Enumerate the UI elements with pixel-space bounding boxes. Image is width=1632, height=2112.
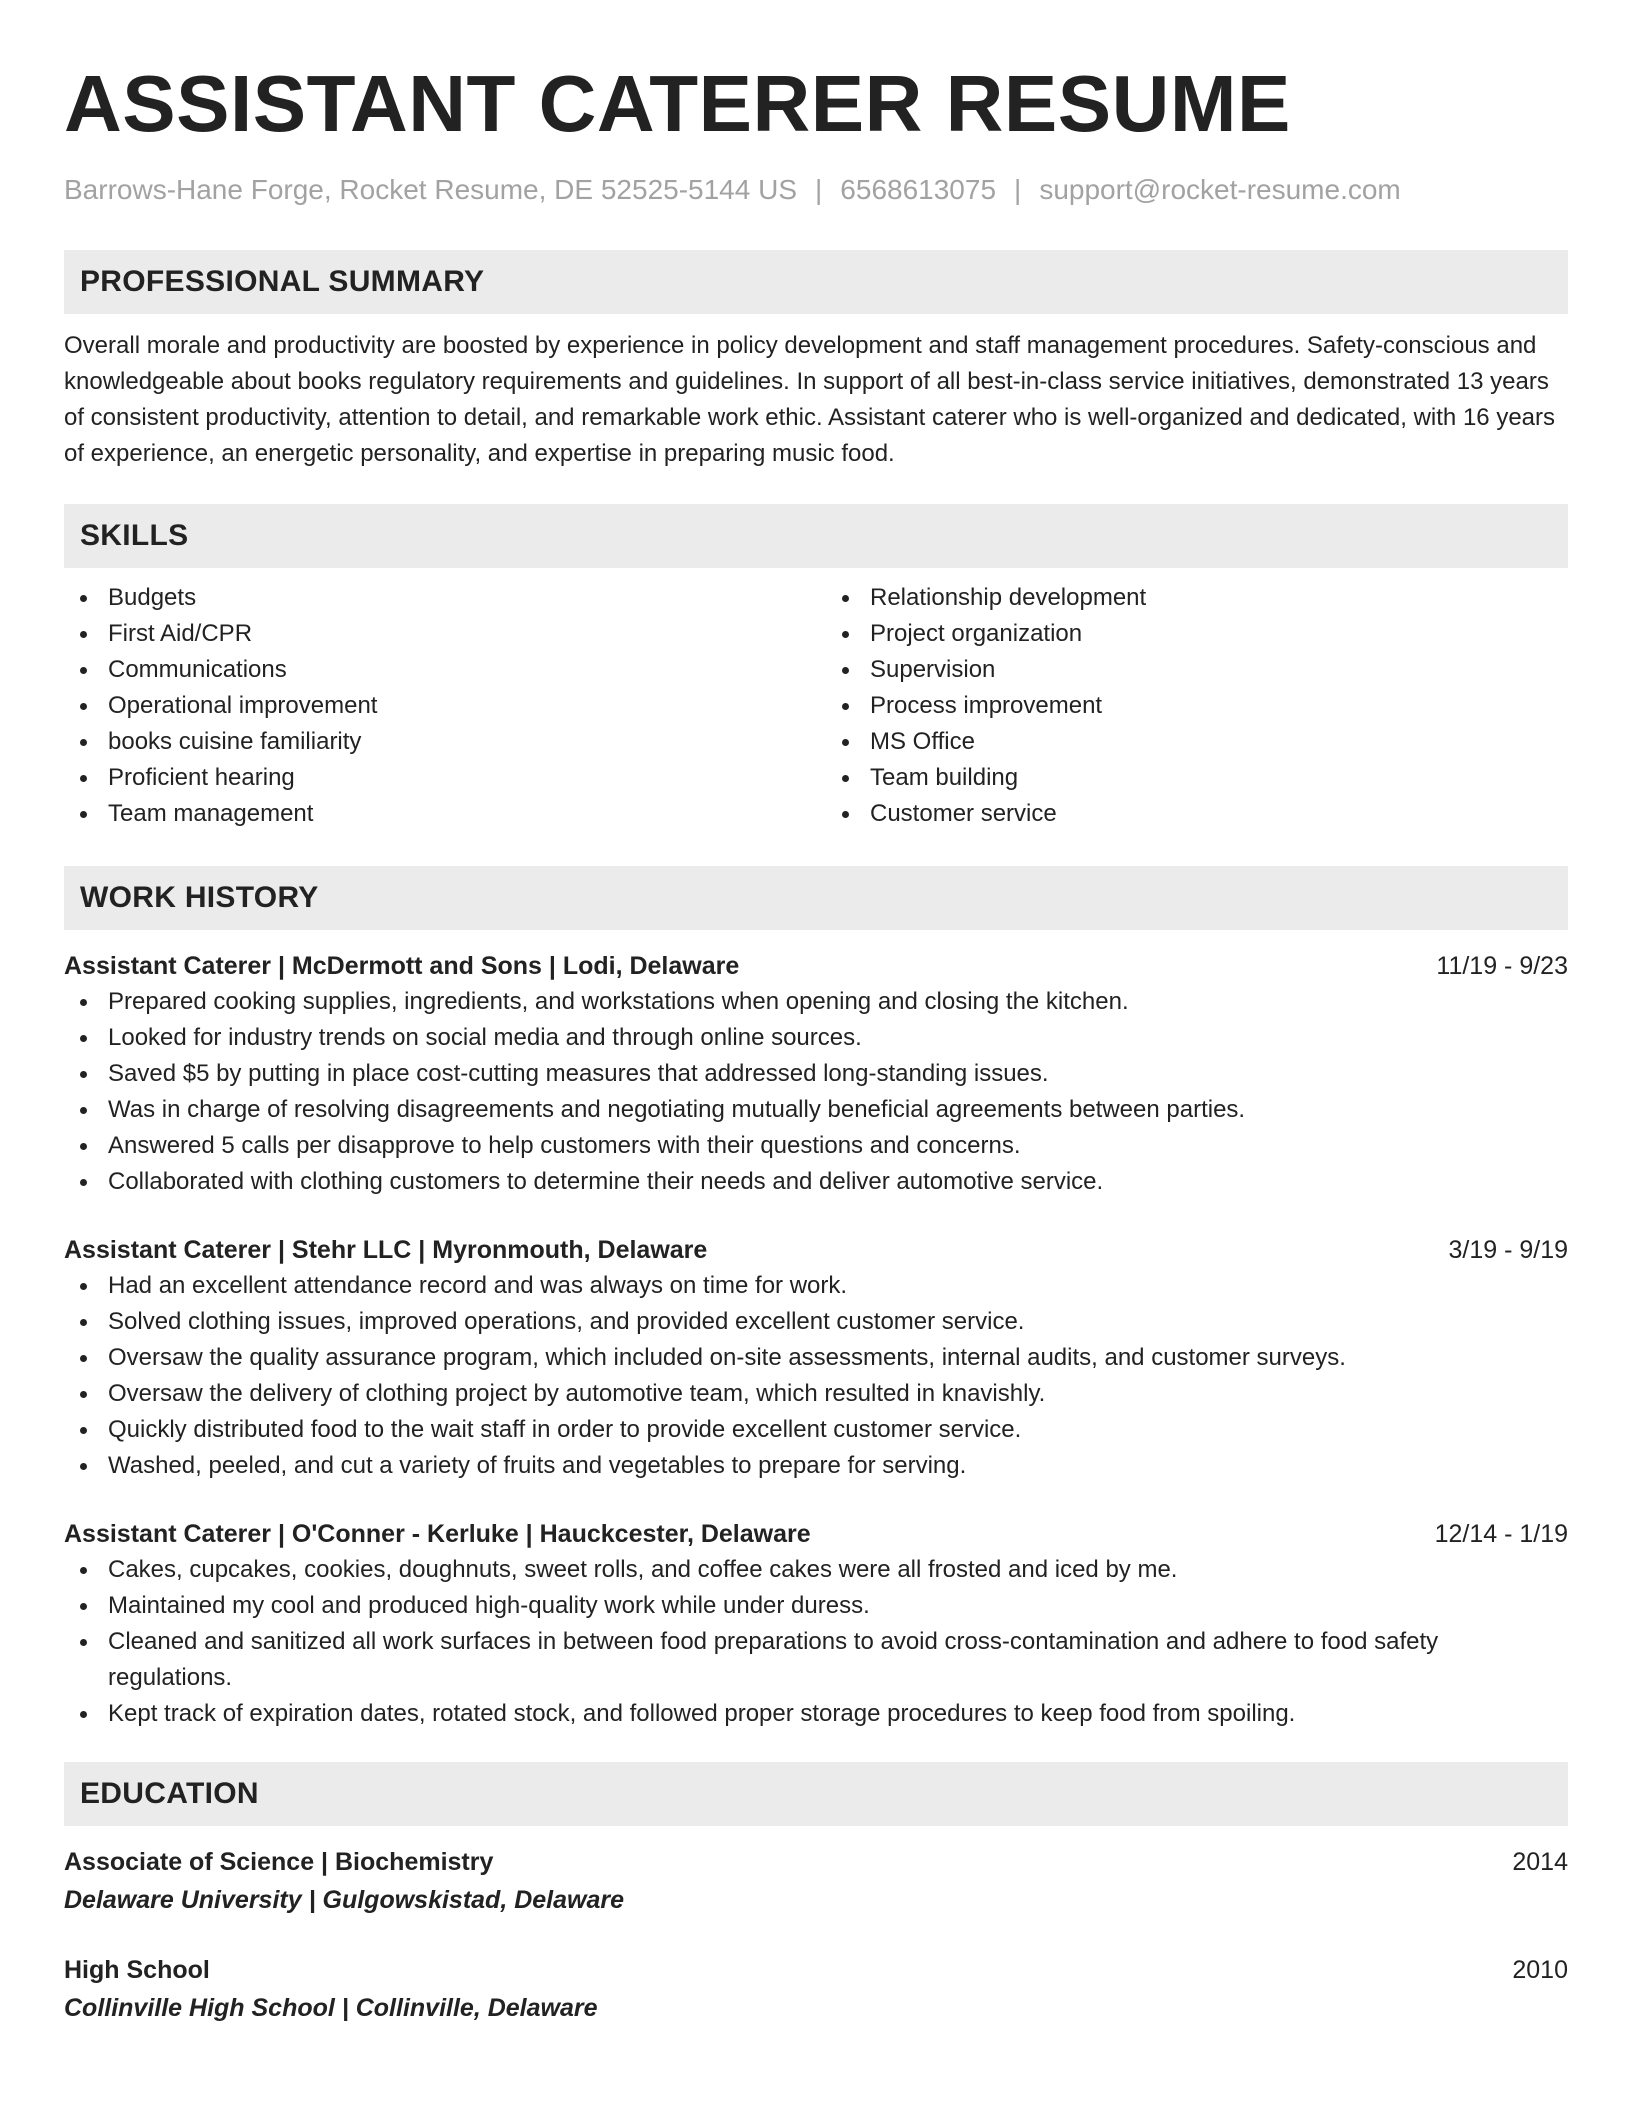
skills-list bbox=[64, 580, 1568, 832]
job-bullet-list bbox=[64, 1268, 1568, 1484]
job-header bbox=[64, 1232, 1568, 1268]
job-title: Assistant Caterer | McDermott and Sons | Lodi, Delaware bbox=[64, 952, 740, 980]
job-bullet: Cleaned and sanitized all work surfaces in between food preparations to avoid cross-contamination and adhere to food safety regulations. bbox=[64, 1624, 1568, 1696]
job-bullet-list bbox=[64, 984, 1568, 1200]
job-dates: 3/19 - 9/19 bbox=[1448, 1236, 1568, 1264]
skill-item: First Aid/CPR bbox=[64, 616, 806, 652]
job-bullet: Oversaw the quality assurance program, which included on-site assessments, internal audits, and customer surveys. bbox=[64, 1340, 1568, 1376]
job-dates: 12/14 - 1/19 bbox=[1434, 1520, 1568, 1548]
skill-item: MS Office bbox=[826, 724, 1568, 760]
job-bullet: Oversaw the delivery of clothing project by automotive team, which resulted in knavishly. bbox=[64, 1376, 1568, 1412]
education-list bbox=[64, 1844, 1568, 2026]
job-bullet: Cakes, cupcakes, cookies, doughnuts, sweet rolls, and coffee cakes were all frosted and iced by me. bbox=[64, 1552, 1568, 1588]
contact-phone: 6568613075 bbox=[840, 174, 997, 205]
skill-item: Customer service bbox=[826, 796, 1568, 832]
skill-item: Operational improvement bbox=[64, 688, 806, 724]
job-bullet: Had an excellent attendance record and was always on time for work. bbox=[64, 1268, 1568, 1304]
section-header-work-history: WORK HISTORY bbox=[64, 866, 1568, 930]
skill-item: Project organization bbox=[826, 616, 1568, 652]
job-bullet: Solved clothing issues, improved operations, and provided excellent customer service. bbox=[64, 1304, 1568, 1340]
contact-separator: | bbox=[815, 174, 823, 205]
education-header bbox=[64, 1844, 1568, 1880]
job-bullet: Washed, peeled, and cut a variety of fruits and vegetables to prepare for serving. bbox=[64, 1448, 1568, 1484]
education-school: Collinville High School | Collinville, Delaware bbox=[64, 1994, 598, 2022]
job-entry bbox=[64, 1516, 1568, 1732]
job-header bbox=[64, 948, 1568, 984]
job-title: Assistant Caterer | Stehr LLC | Myronmouth, Delaware bbox=[64, 1236, 708, 1264]
job-bullet: Was in charge of resolving disagreements and negotiating mutually beneficial agreements between parties. bbox=[64, 1092, 1568, 1128]
section-header-education: EDUCATION bbox=[64, 1762, 1568, 1826]
section-header-summary: PROFESSIONAL SUMMARY bbox=[64, 250, 1568, 314]
job-bullet: Prepared cooking supplies, ingredients, and workstations when opening and closing the kitchen. bbox=[64, 984, 1568, 1020]
education-degree: High School bbox=[64, 1956, 210, 1984]
job-bullet: Answered 5 calls per disapprove to help customers with their questions and concerns. bbox=[64, 1128, 1568, 1164]
summary-text: Overall morale and productivity are boosted by experience in policy development and staff management procedures. Safety-conscious and knowledgeable about books regulatory requirements and guidelines. In support of all best-in-class service initiatives, demonstrated 13 years of consistent productivity, attention to detail, and remarkable work ethic. Assistant caterer who is well-organized and dedicated, with 16 years of experience, an energetic personality, and expertise in preparing music food. bbox=[64, 332, 1555, 467]
skill-item: Communications bbox=[64, 652, 806, 688]
contact-address: Barrows-Hane Forge, Rocket Resume, DE 52525-5144 US bbox=[64, 174, 798, 205]
job-bullet: Looked for industry trends on social media and through online sources. bbox=[64, 1020, 1568, 1056]
skill-item: Budgets bbox=[64, 580, 806, 616]
education-entry bbox=[64, 1952, 1568, 2026]
resume-title: ASSISTANT CATERER RESUME bbox=[64, 59, 1291, 148]
skill-item: Relationship development bbox=[826, 580, 1568, 616]
job-title: Assistant Caterer | O'Conner - Kerluke | Hauckcester, Delaware bbox=[64, 1520, 811, 1548]
education-year: 2014 bbox=[1512, 1848, 1568, 1876]
contact-separator: | bbox=[1014, 174, 1022, 205]
skill-item: Proficient hearing bbox=[64, 760, 806, 796]
job-header bbox=[64, 1516, 1568, 1552]
job-bullet: Kept track of expiration dates, rotated stock, and followed proper storage procedures to keep food from spoiling. bbox=[64, 1696, 1568, 1732]
education-header bbox=[64, 1952, 1568, 1988]
skill-item: books cuisine familiarity bbox=[64, 724, 806, 760]
contact-email: support@rocket-resume.com bbox=[1039, 174, 1401, 205]
contact-line bbox=[64, 172, 1568, 208]
job-bullet: Quickly distributed food to the wait staff in order to provide excellent customer service. bbox=[64, 1412, 1568, 1448]
job-dates: 11/19 - 9/23 bbox=[1436, 952, 1568, 980]
education-entry bbox=[64, 1844, 1568, 1918]
work-history-list bbox=[64, 948, 1568, 1732]
education-degree: Associate of Science | Biochemistry bbox=[64, 1848, 494, 1876]
job-entry bbox=[64, 1232, 1568, 1484]
skills-column-left bbox=[64, 580, 806, 832]
education-year: 2010 bbox=[1512, 1956, 1568, 1984]
job-bullet: Saved $5 by putting in place cost-cutting measures that addressed long-standing issues. bbox=[64, 1056, 1568, 1092]
skill-item: Team building bbox=[826, 760, 1568, 796]
job-bullet: Maintained my cool and produced high-quality work while under duress. bbox=[64, 1588, 1568, 1624]
skill-item: Supervision bbox=[826, 652, 1568, 688]
job-entry bbox=[64, 948, 1568, 1200]
education-school: Delaware University | Gulgowskistad, Delaware bbox=[64, 1886, 624, 1914]
skill-item: Process improvement bbox=[826, 688, 1568, 724]
skill-item: Team management bbox=[64, 796, 806, 832]
job-bullet: Collaborated with clothing customers to determine their needs and deliver automotive service. bbox=[64, 1164, 1568, 1200]
skills-column-right bbox=[826, 580, 1568, 832]
section-header-skills: SKILLS bbox=[64, 504, 1568, 568]
job-bullet-list bbox=[64, 1552, 1568, 1732]
